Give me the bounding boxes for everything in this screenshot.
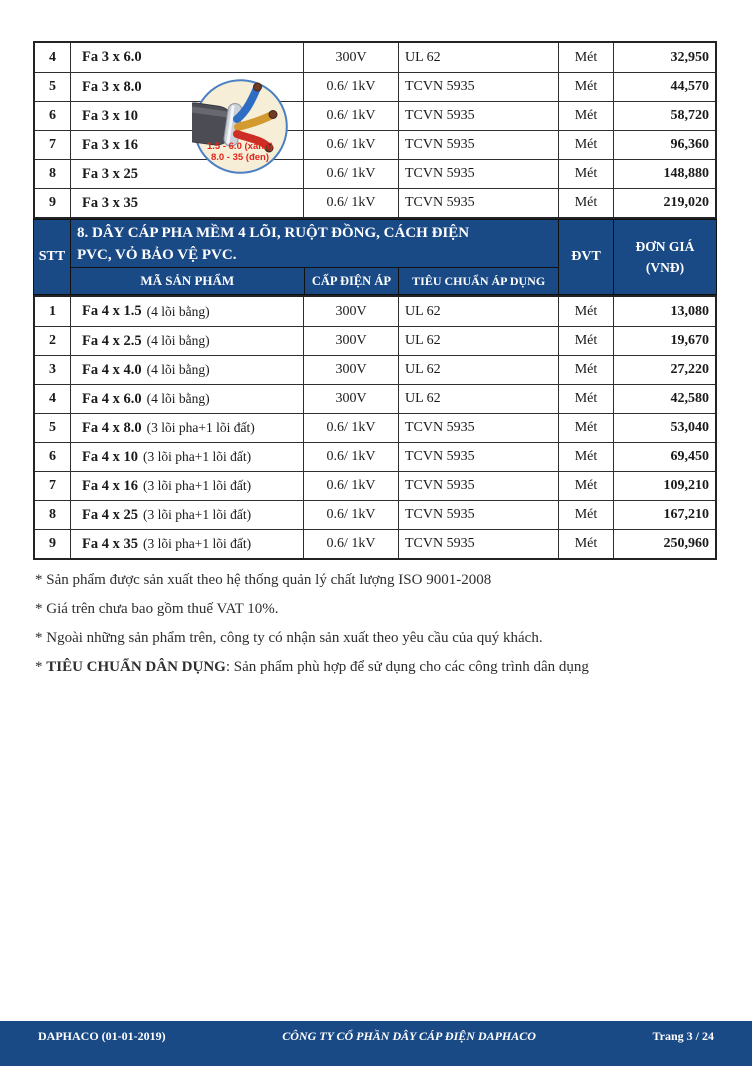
voltage-cell: 0.6/ 1kV	[303, 501, 398, 529]
note-prefix: *	[35, 659, 47, 675]
price-table-section8	[33, 295, 717, 560]
header-col-standard: TIÊU CHUẨN ÁP DỤNG	[398, 268, 558, 294]
table-row	[35, 326, 715, 355]
product-cell	[70, 385, 303, 413]
stt-cell: 8	[49, 507, 56, 522]
product-cell	[70, 43, 303, 72]
price-cell: 32,950	[613, 43, 715, 72]
product-code: Fa 4 x 16	[82, 477, 138, 494]
standard-cell: UL 62	[398, 297, 558, 326]
note-civil-standard	[35, 653, 735, 682]
note-iso: * Sản phẩm được sản xuất theo hệ thống quản lý chất lượng ISO 9001-2008	[35, 572, 492, 588]
product-note: (3 lõi pha+1 lõi đất)	[142, 507, 252, 522]
stt-cell: 9	[49, 536, 56, 551]
voltage-cell: 0.6/ 1kV	[303, 443, 398, 471]
product-note: (3 lõi pha+1 lõi đất)	[142, 536, 252, 551]
product-code: Fa 3 x 25	[82, 165, 138, 182]
unit-cell: Mét	[558, 102, 613, 130]
product-cell	[70, 297, 303, 326]
standard-cell: TCVN 5935	[398, 131, 558, 159]
price-cell: 27,220	[613, 356, 715, 384]
stt-cell: 7	[49, 137, 56, 152]
unit-cell: Mét	[558, 327, 613, 355]
product-code: Fa 4 x 35	[82, 535, 138, 552]
product-cell	[70, 414, 303, 442]
product-code: Fa 4 x 8.0	[82, 419, 142, 436]
header-col-price	[613, 220, 716, 294]
unit-cell: Mét	[558, 297, 613, 326]
product-code: Fa 3 x 6.0	[82, 49, 142, 65]
header-col-voltage: CẤP ĐIỆN ÁP	[304, 268, 399, 294]
header-middle	[70, 220, 558, 294]
price-cell: 58,720	[613, 102, 715, 130]
product-note: (4 lõi bằng)	[146, 333, 210, 348]
voltage-cell: 300V	[303, 43, 398, 72]
footer-company-name: CÔNG TY CỔ PHẦN DÂY CÁP ĐIỆN DAPHACO	[282, 1029, 536, 1043]
price-cell: 109,210	[613, 472, 715, 500]
table-row	[35, 188, 715, 217]
section-title: 8. DÂY CÁP PHA MỀM 4 LÕI, RUỘT ĐỒNG, CÁCH ĐIỆN PVC, VỎ BẢO VỆ PVC.	[77, 225, 470, 263]
voltage-cell: 0.6/ 1kV	[303, 131, 398, 159]
header-subrow	[71, 267, 558, 294]
cable-cross-section-image	[192, 78, 289, 175]
stt-cell: 4	[49, 391, 56, 406]
table-row	[35, 471, 715, 500]
yellow-wire-tip	[269, 111, 277, 119]
price-header-line2: (VNĐ)	[645, 260, 685, 275]
header-col-product: MÃ SẢN PHẨM	[140, 273, 235, 288]
voltage-cell: 0.6/ 1kV	[303, 73, 398, 101]
standard-cell: TCVN 5935	[398, 530, 558, 558]
product-cell	[70, 443, 303, 471]
price-cell: 13,080	[613, 297, 715, 326]
footer-bar	[0, 1021, 752, 1066]
product-code: Fa 3 x 10	[82, 107, 138, 124]
unit-cell: Mét	[558, 131, 613, 159]
unit-cell: Mét	[558, 73, 613, 101]
price-cell: 42,580	[613, 385, 715, 413]
stt-cell: 9	[49, 195, 56, 210]
price-header-line1: ĐƠN GIÁ	[635, 239, 695, 254]
product-cell	[70, 327, 303, 355]
voltage-cell: 0.6/ 1kV	[303, 160, 398, 188]
price-cell: 19,670	[613, 327, 715, 355]
standard-cell: TCVN 5935	[398, 414, 558, 442]
table-row	[35, 72, 715, 101]
standard-cell: TCVN 5935	[398, 501, 558, 529]
blue-wire-tip	[254, 83, 262, 91]
stt-cell: 4	[49, 49, 56, 65]
unit-cell: Mét	[558, 356, 613, 384]
price-cell: 219,020	[613, 189, 715, 217]
standard-cell: TCVN 5935	[398, 73, 558, 101]
product-cell	[70, 472, 303, 500]
product-code: Fa 4 x 1.5	[82, 303, 142, 319]
product-code: Fa 4 x 2.5	[82, 332, 142, 349]
unit-cell: Mét	[558, 501, 613, 529]
standard-cell: UL 62	[398, 43, 558, 72]
stt-cell: 3	[49, 362, 56, 377]
header-col-unit: ĐVT	[558, 220, 613, 294]
product-code: Fa 3 x 8.0	[82, 78, 142, 95]
unit-cell: Mét	[558, 160, 613, 188]
unit-cell: Mét	[558, 385, 613, 413]
product-code: Fa 4 x 6.0	[82, 390, 142, 407]
footer-page-number: Trang 3 / 24	[652, 1029, 714, 1043]
table-row	[35, 384, 715, 413]
standard-cell: TCVN 5935	[398, 472, 558, 500]
voltage-cell: 0.6/ 1kV	[303, 189, 398, 217]
standard-cell: TCVN 5935	[398, 102, 558, 130]
unit-cell: Mét	[558, 472, 613, 500]
table-row	[35, 43, 715, 72]
unit-cell: Mét	[558, 43, 613, 72]
voltage-cell: 0.6/ 1kV	[303, 530, 398, 558]
standard-cell: TCVN 5935	[398, 443, 558, 471]
stt-cell: 6	[49, 449, 56, 464]
price-cell: 96,360	[613, 131, 715, 159]
product-code: Fa 4 x 4.0	[82, 361, 142, 378]
cable-size-label-black: 8.0 - 35 (đen)	[210, 152, 270, 163]
section-header	[33, 219, 717, 295]
price-cell: 148,880	[613, 160, 715, 188]
standard-cell: TCVN 5935	[398, 160, 558, 188]
product-note: (3 lõi pha+1 lõi đất)	[142, 478, 252, 493]
voltage-cell: 0.6/ 1kV	[303, 414, 398, 442]
table-row	[35, 500, 715, 529]
table-row	[35, 159, 715, 188]
product-cell	[70, 530, 303, 558]
table-row	[35, 355, 715, 384]
stt-cell: 8	[49, 166, 56, 181]
unit-cell: Mét	[558, 189, 613, 217]
product-code: Fa 4 x 10	[82, 448, 138, 465]
stt-cell: 2	[49, 333, 56, 348]
footer-company-date: DAPHACO (01-01-2019)	[38, 1029, 166, 1043]
stt-cell: 5	[49, 79, 56, 94]
stt-cell: 6	[49, 108, 56, 123]
voltage-cell: 300V	[303, 297, 398, 326]
price-cell: 69,450	[613, 443, 715, 471]
price-cell: 44,570	[613, 73, 715, 101]
standard-cell: UL 62	[398, 327, 558, 355]
product-code: Fa 3 x 35	[82, 194, 138, 211]
product-cell	[70, 356, 303, 384]
table-row	[35, 130, 715, 159]
product-code: Fa 4 x 25	[82, 506, 138, 523]
voltage-cell: 300V	[303, 385, 398, 413]
note-bold-term: TIÊU CHUẨN DÂN DỤNG	[46, 659, 226, 675]
standard-cell: UL 62	[398, 356, 558, 384]
voltage-cell: 0.6/ 1kV	[303, 102, 398, 130]
product-note: (3 lõi pha+1 lõi đất)	[142, 449, 252, 464]
voltage-cell: 0.6/ 1kV	[303, 472, 398, 500]
price-cell: 53,040	[613, 414, 715, 442]
table-row	[35, 297, 715, 326]
note-rest: : Sản phẩm phù hợp để sử dụng cho các công trình dân dụng	[225, 659, 589, 675]
standard-cell: UL 62	[398, 385, 558, 413]
price-cell: 167,210	[613, 501, 715, 529]
price-table-continued	[33, 41, 717, 219]
product-note: (4 lõi bằng)	[146, 362, 210, 377]
table-row	[35, 529, 715, 558]
unit-cell: Mét	[558, 414, 613, 442]
header-stt: STT	[38, 249, 66, 264]
product-note: (4 lõi bằng)	[146, 391, 210, 406]
unit-cell: Mét	[558, 530, 613, 558]
product-note: (4 lõi bằng)	[146, 303, 210, 319]
product-cell	[70, 501, 303, 529]
price-cell: 250,960	[613, 530, 715, 558]
voltage-cell: 300V	[303, 327, 398, 355]
table-row	[35, 413, 715, 442]
unit-cell: Mét	[558, 443, 613, 471]
stt-cell: 1	[49, 303, 56, 319]
product-code: Fa 3 x 16	[82, 136, 138, 153]
table-row	[35, 442, 715, 471]
product-cell	[70, 189, 303, 217]
product-note: (3 lõi pha+1 lõi đất)	[146, 420, 255, 435]
voltage-cell: 300V	[303, 356, 398, 384]
note-vat: * Giá trên chưa bao gồm thuế VAT 10%.	[35, 601, 279, 617]
note-custom-production: * Ngoài những sản phẩm trên, công ty có nhận sản xuất theo yêu cầu của quý khách.	[35, 630, 543, 646]
table-row	[35, 101, 715, 130]
cable-size-label-blue: 1.5 - 6.0 (xanh)	[207, 141, 273, 152]
standard-cell: TCVN 5935	[398, 189, 558, 217]
footnotes	[35, 566, 735, 682]
stt-cell: 5	[49, 420, 56, 435]
stt-cell: 7	[49, 478, 56, 493]
